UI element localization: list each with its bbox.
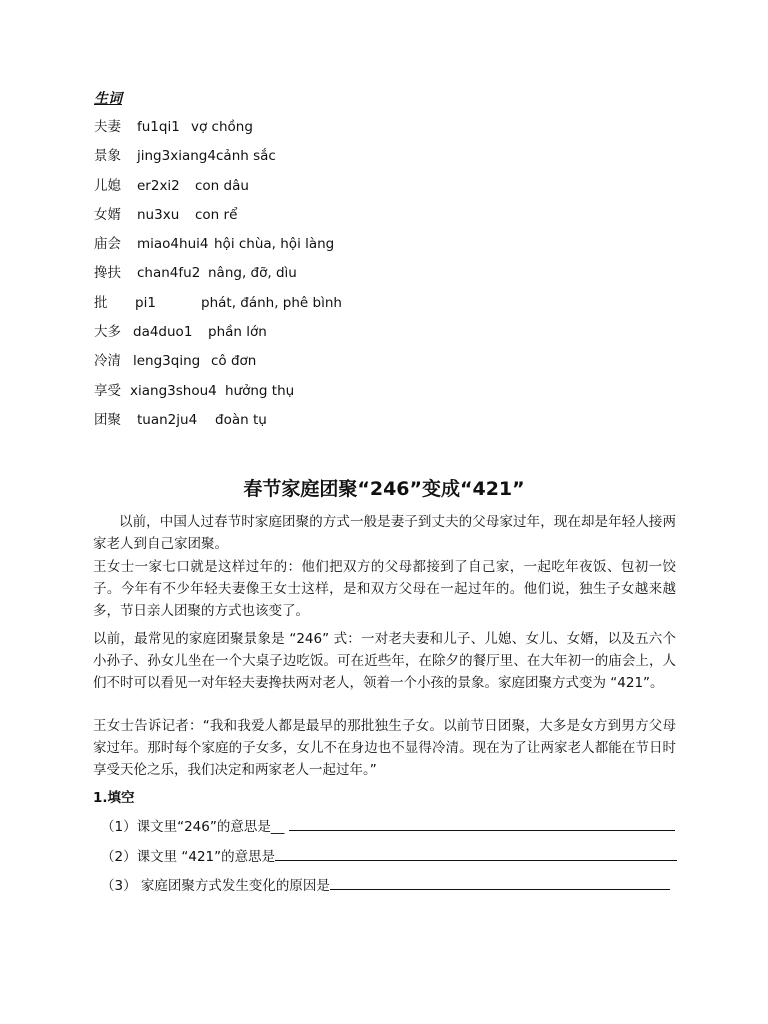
vocab-pinyin: xiang3shou4 <box>130 382 217 399</box>
vocab-word: 冷清 <box>94 353 121 370</box>
exercise-question <box>101 845 677 865</box>
vocab-meaning: vợ chồng <box>191 119 253 135</box>
vocab-pinyin: miao4hui4 <box>137 236 209 253</box>
vocab-word: 搀扶 <box>94 265 121 282</box>
vocab-pinyin: leng3qing <box>133 353 201 370</box>
article-paragraph: 以前，中国人过春节时家庭团聚的方式一般是妻子到丈夫的父母家过年，现在却是年轻人接两家老人到自己家团聚。 <box>93 514 676 552</box>
vocab-pinyin: da4duo1 <box>133 324 193 341</box>
question-text: （1）课文里“246”的意思是__ <box>101 819 289 835</box>
vocab-word: 夫妻 <box>94 119 121 135</box>
vocab-meaning: hưởng thụ <box>225 382 295 399</box>
question-text: （2）课文里 “421”的意思是 <box>101 849 276 865</box>
vocab-meaning: con dâu <box>195 177 249 194</box>
vocab-meaning: đoàn tụ <box>215 411 267 428</box>
question-text: （3） 家庭团聚方式发生变化的原因是 <box>101 878 330 894</box>
article-paragraph: 王女士告诉记者：“我和我爱人都是最早的那批独生子女。以前节日团聚，大多是女方到男方父母家过年。那时每个家庭的子女多，女儿不在身边也不显得冷清。现在为了让两家老人都能在节日时享受天伦之乐，我们决定和两家老人一起过年。” <box>93 718 676 778</box>
vocab-pinyin: fu1qi1 <box>137 119 180 135</box>
vocab-word: 团聚 <box>94 411 121 428</box>
vocab-meaning: phần lớn <box>208 324 267 341</box>
exercise-title: 1.填空 <box>93 790 135 806</box>
vocab-word: 大多 <box>94 324 121 341</box>
vocab-pinyin: er2xi2 <box>137 177 180 194</box>
exercise-question <box>101 874 670 894</box>
vocab-meaning: nâng, đỡ, dìu <box>208 265 297 282</box>
vocab-pinyin: pi1 <box>135 294 156 311</box>
vocab-meaning: cảnh sắc <box>216 148 276 165</box>
vocab-word: 女婿 <box>94 206 121 223</box>
article-paragraph: 以前，最常见的家庭团聚景象是 “246” 式：一对老夫妻和儿子、儿媳、女儿、女婿，以及五六个小孙子、孙女儿坐在一个大桌子边吃饭。可在近些年，在除夕的餐厅里、在大年初一的庙会上，人们不时可以看见一对年轻夫妻搀扶两对老人，领着一个小孩的景象。家庭团聚方式变为 “421”。 <box>93 631 676 691</box>
vocab-pinyin: tuan2ju4 <box>137 411 198 428</box>
vocab-word: 景象 <box>94 148 121 165</box>
answer-blank[interactable] <box>275 845 677 861</box>
answer-blank[interactable] <box>330 874 670 890</box>
vocab-word: 享受 <box>94 382 121 399</box>
vocab-pinyin: nu3xu <box>137 206 180 223</box>
vocab-pinyin: jing3xiang4 <box>137 148 216 165</box>
vocab-meaning: hội chùa, hội làng <box>214 236 335 253</box>
vocab-word: 批 <box>94 294 108 311</box>
vocab-word: 庙会 <box>94 236 121 253</box>
exercise-question <box>101 815 675 835</box>
vocab-meaning: phát, đánh, phê bình <box>201 294 342 311</box>
vocab-word: 儿媳 <box>94 177 121 194</box>
vocab-title: 生词 <box>94 91 122 107</box>
answer-blank[interactable] <box>289 815 675 831</box>
vocab-meaning: con rể <box>195 206 238 223</box>
vocab-meaning: cô đơn <box>211 353 257 370</box>
article-paragraph: 王女士一家七口就是这样过年的：他们把双方的父母都接到了自己家，一起吃年夜饭、包初一饺子。今年有不少年轻夫妻像王女士这样，是和双方父母在一起过年的。他们说，独生子女越来越多，节日亲人团聚的方式也该变了。 <box>93 559 676 619</box>
vocab-pinyin: chan4fu2 <box>137 265 201 282</box>
article-title: 春节家庭团聚“246”变成“421” <box>243 478 525 500</box>
